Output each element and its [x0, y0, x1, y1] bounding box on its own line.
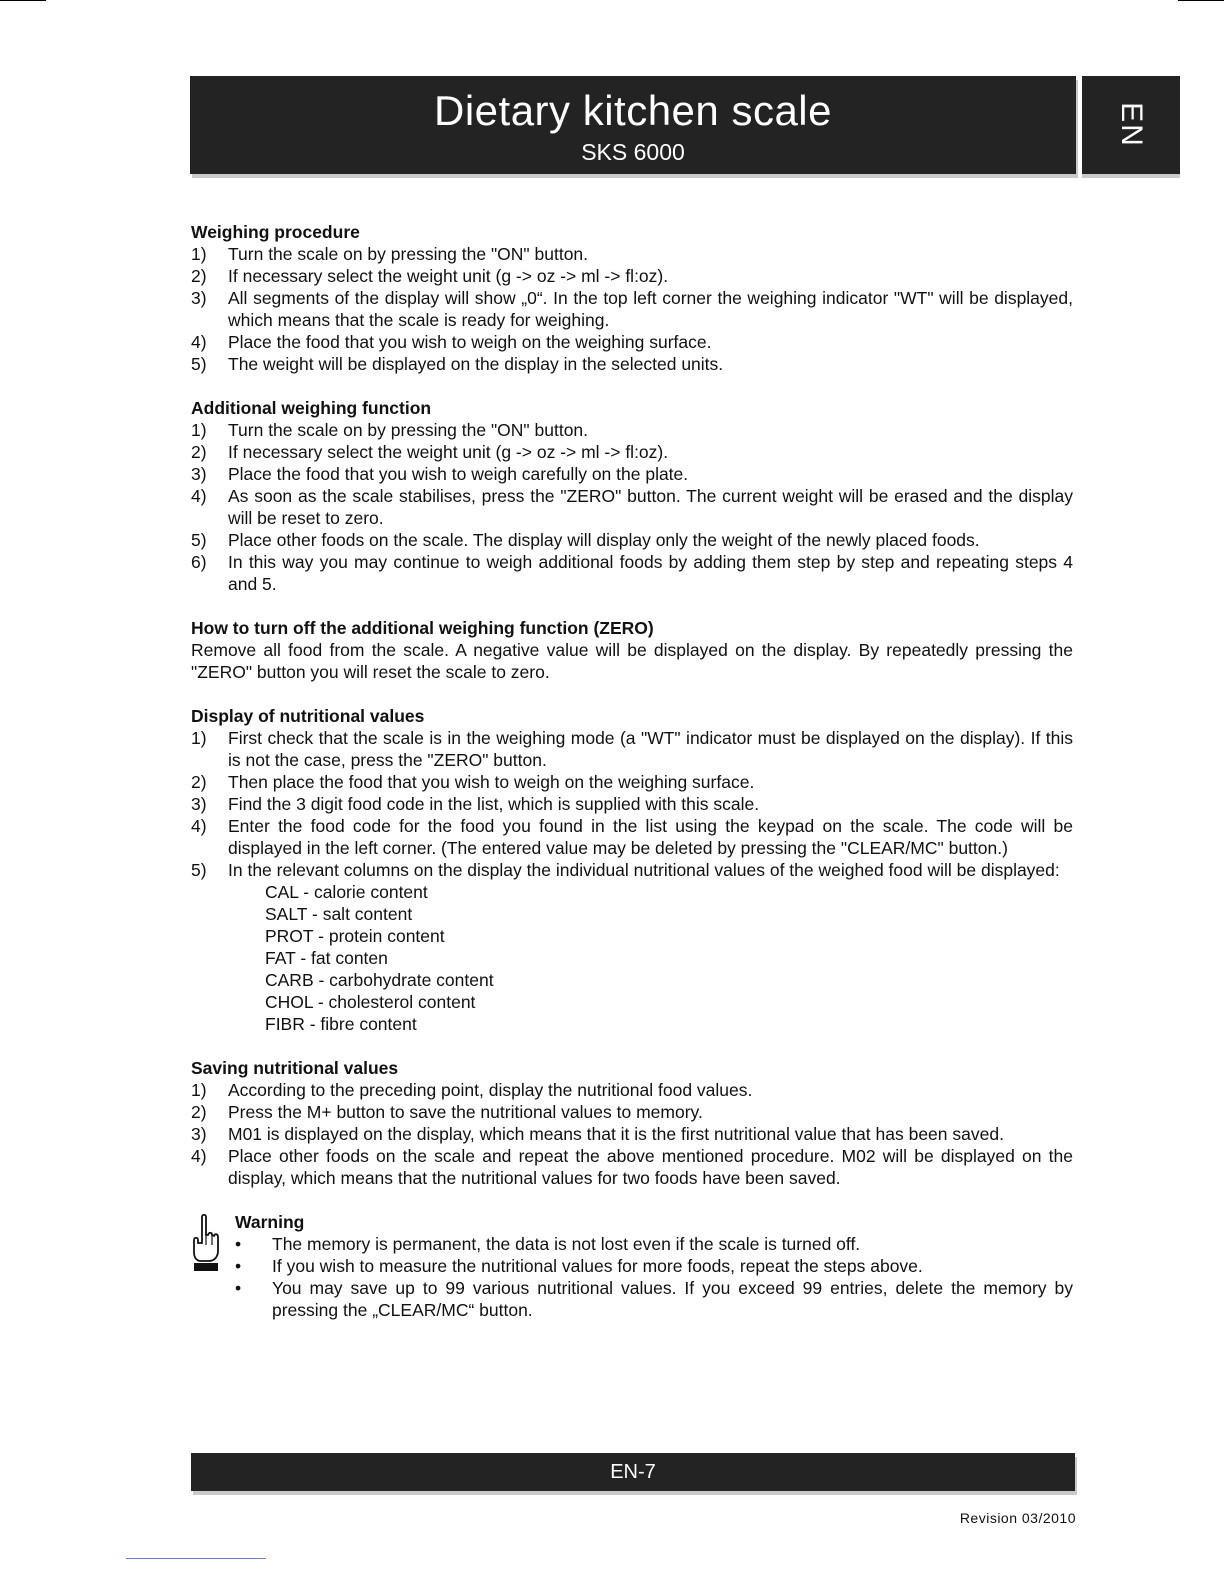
nutrient-list [228, 881, 1073, 1035]
warning-bullets [235, 1233, 1073, 1321]
step-text: If necessary select the weight unit (g -> oz -> ml -> fl:oz). [228, 266, 669, 286]
step-text: Press the M+ button to save the nutritional values to memory. [228, 1102, 703, 1122]
step-number: 2) [191, 442, 207, 462]
step-text: Place other foods on the scale. The display will display only the weight of the newly placed foods. [228, 530, 980, 550]
step-item [191, 265, 1073, 287]
step-item [191, 529, 1073, 551]
step-number: 3) [191, 464, 207, 484]
step-number: 4) [191, 1146, 207, 1166]
step-text: In this way you may continue to weigh additional foods by adding them step by step and repeating steps 4 and 5. [228, 552, 1073, 594]
section-title: Saving nutritional values [191, 1058, 399, 1078]
step-number: 4) [191, 816, 207, 836]
step-number: 5) [191, 860, 207, 880]
step-text: Turn the scale on by pressing the "ON" button. [228, 244, 589, 264]
nutrient-item: CARB - carbohydrate content [265, 970, 494, 990]
step-number: 4) [191, 332, 207, 352]
step-number: 1) [191, 728, 207, 748]
step-text: Place the food that you wish to weigh on the weighing surface. [228, 332, 712, 352]
page-title: Dietary kitchen scale [434, 87, 832, 134]
warning-box [191, 1211, 1073, 1321]
nutrient-item: FIBR - fibre content [265, 1014, 417, 1034]
step-item [191, 353, 1073, 375]
step-list [191, 727, 1073, 1035]
nutrient-item: PROT - protein content [265, 926, 445, 946]
step-number: 5) [191, 354, 207, 374]
warning-title: Warning [235, 1212, 305, 1232]
step-item [191, 1079, 1073, 1101]
step-number: 3) [191, 288, 207, 308]
step-text: In the relevant columns on the display the individual nutritional values of the weighed food will be displayed: [228, 860, 1060, 880]
step-list [191, 243, 1073, 375]
warning-bullet: • If you wish to measure the nutritional values for more foods, repeat the steps above. [235, 1255, 1073, 1277]
section-saving-values [191, 1057, 1073, 1189]
section-weighing-procedure [191, 221, 1073, 375]
step-number: 2) [191, 772, 207, 792]
step-item [191, 771, 1073, 793]
language-tab [1082, 76, 1180, 174]
step-text: All segments of the display will show „0“. In the top left corner the weighing indicator "WT" will be displayed, which means that the scale is ready for weighing. [228, 288, 1073, 330]
revision-label: Revision 03/2010 [959, 1510, 1076, 1526]
step-text: Place other foods on the scale and repeat the above mentioned procedure. M02 will be displayed on the display, which means that the nutritional values for two foods have been saved. [228, 1146, 1073, 1188]
step-item [191, 441, 1073, 463]
section-body: Remove all food from the scale. A negative value will be displayed on the display. By repeatedly pressing the "ZERO" button you will reset the scale to zero. [191, 640, 1073, 682]
step-item [191, 243, 1073, 265]
step-item [191, 1123, 1073, 1145]
step-list [191, 1079, 1073, 1189]
step-text: If necessary select the weight unit (g -> oz -> ml -> fl:oz). [228, 442, 669, 462]
step-item [191, 287, 1073, 331]
page-number-bar [191, 1453, 1075, 1491]
step-number: 5) [191, 530, 207, 550]
step-item [191, 1101, 1073, 1123]
page-number: EN-7 [610, 1461, 656, 1483]
step-item [191, 859, 1073, 1035]
pointing-hand-icon [191, 1213, 221, 1273]
nutrient-item: FAT - fat conten [265, 948, 388, 968]
section-title: Additional weighing function [191, 398, 432, 418]
main-content [191, 221, 1073, 1321]
step-item [191, 419, 1073, 441]
section-title: How to turn off the additional weighing function (ZERO) [191, 618, 654, 638]
section-nutritional-values [191, 705, 1073, 1035]
section-additional-weighing [191, 397, 1073, 595]
step-number: 4) [191, 486, 207, 506]
step-item [191, 485, 1073, 529]
model-number: SKS 6000 [581, 139, 685, 165]
step-item [191, 1145, 1073, 1189]
step-item [191, 793, 1073, 815]
step-item [191, 551, 1073, 595]
step-item [191, 463, 1073, 485]
nutrient-item: CHOL - cholesterol content [265, 992, 476, 1012]
step-number: 2) [191, 1102, 207, 1122]
step-item [191, 727, 1073, 771]
step-text: The weight will be displayed on the display in the selected units. [228, 354, 724, 374]
step-number: 3) [191, 1124, 207, 1144]
step-text: First check that the scale is in the weighing mode (a "WT" indicator must be displayed on the display). If this is not the case, press the "ZERO" button. [228, 728, 1073, 770]
step-text: Place the food that you wish to weigh carefully on the plate. [228, 464, 689, 484]
step-item [191, 815, 1073, 859]
step-list [191, 419, 1073, 595]
step-text: Then place the food that you wish to weigh on the weighing surface. [228, 772, 755, 792]
footnote-rule [126, 1558, 266, 1559]
crop-mark-right [1178, 0, 1224, 1]
step-item [191, 331, 1073, 353]
language-label: EN [1115, 102, 1148, 148]
step-text: As soon as the scale stabilises, press the "ZERO" button. The current weight will be erased and the display will be reset to zero. [228, 486, 1073, 528]
section-turn-off-zero [191, 617, 1073, 683]
nutrient-item: CAL - calorie content [265, 882, 428, 902]
section-title: Display of nutritional values [191, 706, 425, 726]
crop-mark-left [0, 0, 46, 1]
nutrient-item: SALT - salt content [265, 904, 413, 924]
step-number: 1) [191, 420, 207, 440]
warning-bullet: • You may save up to 99 various nutritional values. If you exceed 99 entries, delete the memory by pressing the „CLEAR/MC“ button. [235, 1277, 1073, 1321]
step-text: According to the preceding point, display the nutritional food values. [228, 1080, 753, 1100]
step-number: 3) [191, 794, 207, 814]
step-number: 2) [191, 266, 207, 286]
page-header [190, 76, 1076, 174]
warning-bullet: • The memory is permanent, the data is not lost even if the scale is turned off. [235, 1233, 1073, 1255]
step-text: Find the 3 digit food code in the list, which is supplied with this scale. [228, 794, 760, 814]
step-number: 1) [191, 244, 207, 264]
step-text: Enter the food code for the food you found in the list using the keypad on the scale. The code will be displayed in the left corner. (The entered value may be deleted by pressing the "CLEAR/MC" button.) [228, 816, 1073, 858]
step-text: M01 is displayed on the display, which means that it is the first nutritional value that has been saved. [228, 1124, 1004, 1144]
section-title: Weighing procedure [191, 222, 360, 242]
step-number: 1) [191, 1080, 207, 1100]
step-number: 6) [191, 552, 207, 572]
step-text: Turn the scale on by pressing the "ON" button. [228, 420, 589, 440]
